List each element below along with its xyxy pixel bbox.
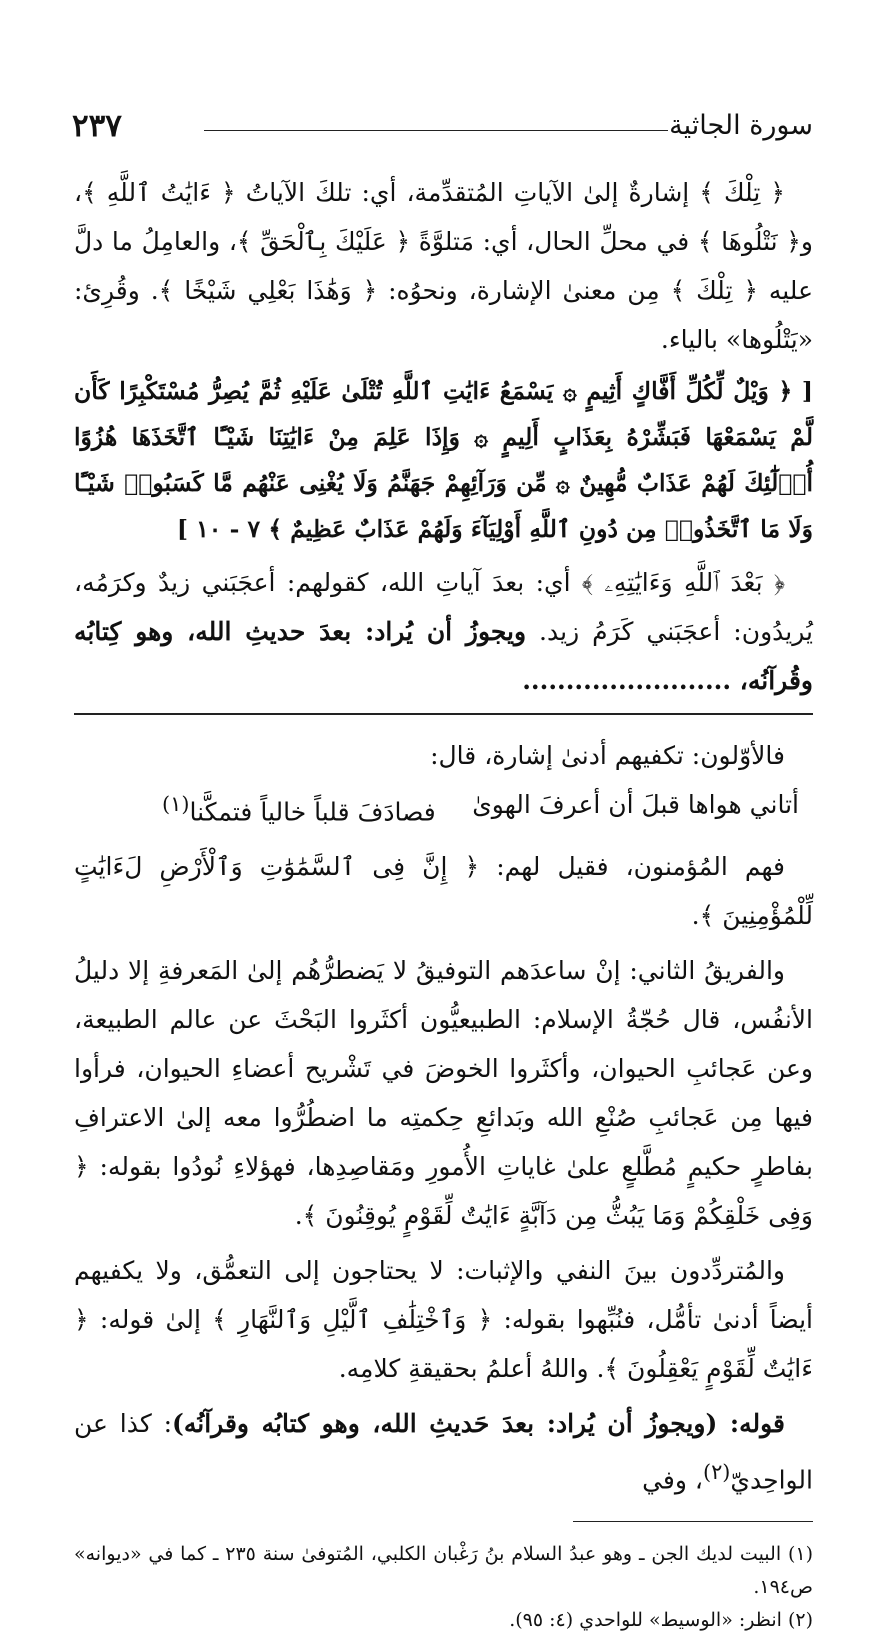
quran-verses-block: [ ﴿ وَيْلٌ لِّكُلِّ أَفَّاكٍ أَثِيمٍ ۞ يَسْمَعُ ءَايَٰتِ ٱللَّهِ تُتْلَىٰ عَلَيْهِ ثُمَّ يُصِرُّ مُسْتَكْبِرًا كَأَن لَّمْ يَسْمَعْهَا فَبَشِّرْهُ بِعَذَابٍ أَلِيمٍ ۞ وَإِذَا عَلِمَ مِنْ ءَايَٰتِنَا شَيْـًٔا ٱتَّخَذَهَا هُزُوًا أُو۟لَٰٓئِكَ لَهُمْ عَذَابٌ مُّهِينٌ ۞ مِّن وَرَآئِهِمْ جَهَنَّمُ وَلَا يُغْنِى عَنْهُم مَّا كَسَبُوا۟ شَيْـًٔا وَلَا مَا ٱتَّخَذُوا۟ مِن دُونِ ٱللَّهِ أَوْلِيَآءَ وَلَهُمْ عَذَابٌ عَظِيمٌ ﴾ ٧ - ١٠ ] [74,377,813,543]
header-rule [204,130,668,131]
gloss-quoted-lemma: قوله: (ويجوزُ أن يُراد: بعدَ حَديثِ الله، وهو كتابُه وقرآنُه) [172,1409,785,1439]
verse-second-hemistich [162,780,436,836]
gloss-paragraph-5 [74,1399,813,1504]
gloss-paragraph-4: والمُتردِّدون بينَ النفي والإثبات: لا يحتاجون إلى التعمُّق، ولا يكفيهم أيضاً أدنىٰ تأمُّل، فنُبِّهوا بقوله: ﴿ وَٱخْتِلَٰفِ ٱلَّيْلِ وَٱلنَّهَارِ ﴾ إلىٰ قوله: ﴿ ءَايَٰتٌ لِّقَوْمٍ يَعْقِلُونَ ﴾. واللهُ أعلمُ بحقيقةِ كلامِه. [74,1256,813,1384]
gloss-text: : كذا عن الواحِديّ [74,1409,813,1495]
commentary-text: ﴿ بَعْدَ ٱللَّهِ وَءَايَٰتِهِۦ ﴾ أي: بعدَ آياتِ الله، كقولهم: أعجَبَني زيدٌ وكرَمُه، يُريدُون: أعجَبَني كَرَمُ زيد. [74,568,813,646]
footnote-marker-2: (٢) [702,1460,731,1485]
gloss-section [74,731,813,1505]
page-content [74,168,813,1637]
poetry-verse [74,780,813,836]
footnote-1: (١) البيت لديك الجن ـ وهو عبدُ السلام بنُ رَغْبان الكلبي، المُتوفىٰ سنة ٢٣٥ ـ كما في «ديوانه» ص١٩٤. [74,1542,814,1598]
gloss-text-end: ، وفي [642,1465,703,1495]
footnote-2: (٢) انظر: «الوسيط» للواحدي (٤: ٩٥). [509,1608,813,1631]
surah-title: سورة الجاثية [669,110,813,141]
verse-first-hemistich: أتاني هواها قبلَ أن أعرفَ الهوىٰ [472,790,799,819]
commentary-bold-text: ويجوزُ أن يُراد: بعدَ حديثِ الله، وهو كِتابُه وقُرآنُه، ........................ [74,617,813,695]
page-header [72,108,813,148]
gloss-paragraph-2: فهم المُؤمنون، فقيل لهم: ﴿ إِنَّ فِى ٱلسَّمَٰوَٰتِ وَٱلْأَرْضِ لَءَايَٰتٍ لِّلْمُؤْمِنِينَ ﴾. [74,852,813,931]
gloss-paragraph-3: والفريقُ الثاني: إنْ ساعدَهم التوفيقُ لا يَضطرُّهُم إلىٰ المَعرفةِ إلا دليلُ الأنفُس، قال حُجّةُ الإسلام: الطبيعيُّون أكثَروا البَحْثَ عن عالم الطبيعة، وعن عَجائبِ الحيوان، وأكثَروا الخوضَ في تَشْريح أعضاءِ الحيوان، فرأوا فيها مِن عَجائبِ صُنْعِ الله وبَدائعِ حِكمتِه ما اضطُرُّوا معه إلىٰ الاعترافِ بفاطرٍ حكيمٍ مُطَّلعٍ علىٰ غاياتِ الأُمورِ ومَقاصِدِها، فهؤلاءِ نُودُوا بقوله: ﴿ وَفِى خَلْقِكُمْ وَمَا يَبُثُّ مِن دَآبَّةٍ ءَايَٰتٌ لِّقَوْمٍ يُوقِنُونَ ﴾. [74,956,813,1231]
footnote-separator [573,1521,813,1522]
footnotes [74,1538,813,1637]
gloss-paragraph-1: فالأوّلون: تكفيهم أدنىٰ إشارة، قال: [430,741,785,770]
footnote-marker-1: (١) [162,792,190,816]
page-number: ٢٣٧ [72,108,122,144]
verse-second-text: فصادَفَ قلباً خالياً فتمكَّنا [189,797,436,827]
commentary-paragraph-1: ﴿ تِلْكَ ﴾ إشارةٌ إلىٰ الآياتِ المُتقدِّمة، أي: تلكَ الآياتُ ﴿ ءَايَٰتُ ٱللَّهِ ﴾، و﴿ نَتْلُوهَا ﴾ في محلِّ الحال، أي: مَتلوَّةً ﴿ عَلَيْكَ بِٱلْحَقِّ ﴾، والعامِلُ ما دلَّ عليه ﴿ تِلْكَ ﴾ مِن معنىٰ الإشارة، ونحوُه: ﴿ وَهَٰذَا بَعْلِي شَيْخًا ﴾. وقُرِئ: «يَتْلُوها» بالياء. [74,178,813,354]
commentary-paragraph-2 [74,558,813,705]
section-divider [74,713,813,715]
